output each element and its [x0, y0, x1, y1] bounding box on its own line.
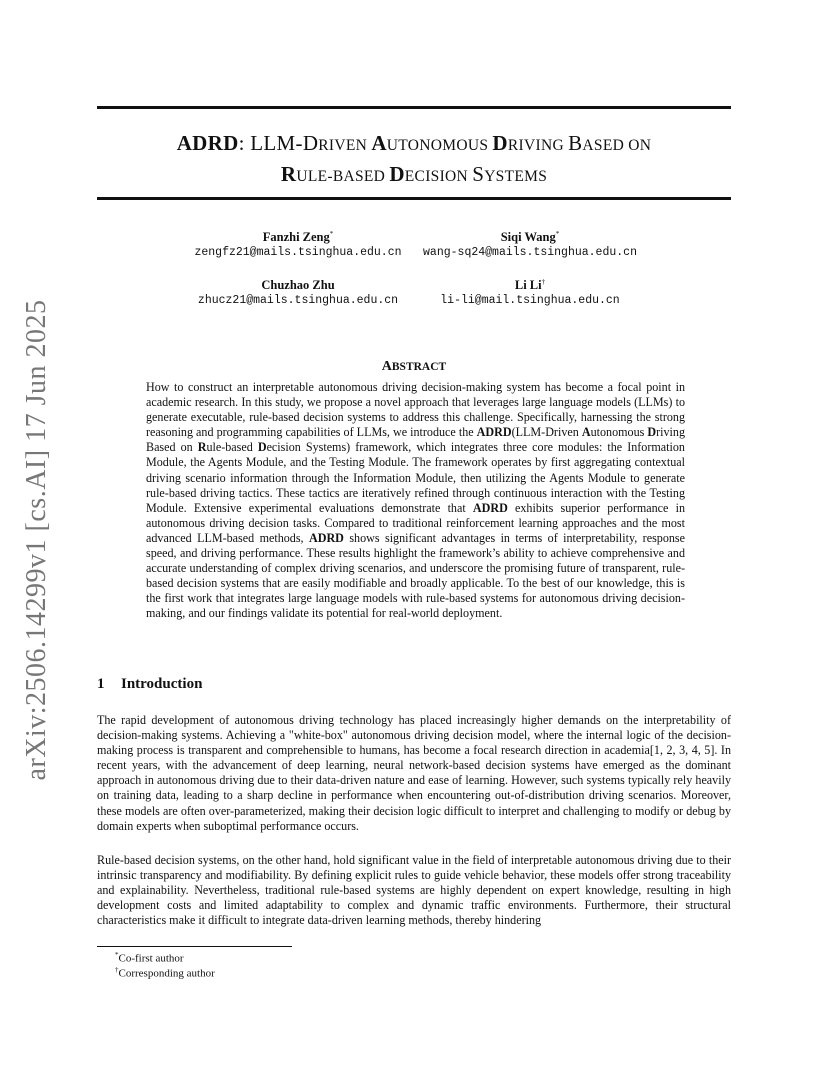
- section-number: 1: [97, 676, 105, 692]
- author-4: Li Li† li-li@mail.tsinghua.edu.cn: [400, 274, 660, 309]
- author-name: Siqi Wang: [500, 230, 556, 245]
- author-name: Li Li: [514, 278, 542, 293]
- title-line-2: RULE-BASED DECISION SYSTEMS: [280, 162, 548, 186]
- title-bottom-rule: [97, 197, 731, 200]
- paper-title: [97, 129, 731, 191]
- author-email[interactable]: wang-sq24@mails.tsinghua.edu.cn: [423, 246, 637, 260]
- intro-paragraph-2: Rule-based decision systems, on the other hand, hold significant value in the field of interpretable autonomous driving due to their intrinsic transparency and modifiability. By defining explicit rules to guide vehicle behavior, these models offer strong traceability and explainability. Nevertheless, traditional rule-based systems are highly dependent on expert knowledge, resulting in high development costs and limited adaptability to complex and dynamic traffic environments. Furthermore, their structural characteristics make it difficult to integrate data-driven learning methods, thereby hindering: [97, 853, 731, 928]
- footnote-corresponding: †Corresponding author: [115, 966, 215, 980]
- title-line-1: ADRD: LLM-DRIVEN AUTONOMOUS DRIVING BASED ON: [176, 131, 652, 155]
- intro-paragraph-1: The rapid development of autonomous driving technology has placed increasingly higher demands on the interpretability of decision-making systems. Achieving a "white-box" autonomous driving decision model, where the internal logic of the decision-making process is transparent and comprehensible to humans, has become a focal research direction in academia[1, 2, 3, 4, 5]. In recent years, with the advancement of deep learning, neural network-based decision systems have emerged as the dominant approach in autonomous driving due to their data-driven nature and ease of learning. However, such systems typically rely heavily on training data, leading to a sharp decline in performance when encountering out-of-distribution driving scenarios. Moreover, these models are often over-parameterized, making their decision logic difficult to interpret and challenging to modify or debug by domain experts when suboptimal performance occurs.: [97, 713, 731, 833]
- author-2: Siqi Wang* wang-sq24@mails.tsinghua.edu.cn: [400, 226, 660, 261]
- author-email[interactable]: li-li@mail.tsinghua.edu.cn: [440, 294, 620, 308]
- author-3: [168, 274, 428, 309]
- footnote-co-first: *Co-first author: [115, 951, 184, 965]
- section-heading-introduction: [97, 676, 202, 693]
- author-email[interactable]: zengfz21@mails.tsinghua.edu.cn: [194, 246, 402, 260]
- arxiv-identifier: arXiv:2506.14299v1 [cs.AI] 17 Jun 2025: [21, 299, 52, 781]
- author-name: Chuzhao Zhu: [261, 278, 335, 293]
- author-name: Fanzhi Zeng: [262, 230, 330, 245]
- author-1: Fanzhi Zeng* zengfz21@mails.tsinghua.edu.cn: [168, 226, 428, 261]
- author-email[interactable]: zhucz21@mails.tsinghua.edu.cn: [197, 294, 399, 308]
- title-adrd: ADRD: [176, 131, 239, 155]
- abstract-text: How to construct an interpretable autonomous driving decision-making system has become a focal point in academic research. In this study, we propose a novel approach that leverages large language models (LLMs) to generate executable, rule-based decision systems to address this challenge. Specifically, harnessing the strong reasoning and programming capabilities of LLMs, we introduce the ADRD(LLM-Driven Autonomous Driving Based on Rule-based Decision Systems) framework, which integrates three core modules: the Information Module, the Agents Module, and the Testing Module. The framework operates by first aggregating contextual driving scenario information through the Information Module, then utilizing the Agents Module to generate rule-based driving tactics. These tactics are iteratively refined through continuous interaction with the Testing Module. Extensive experimental evaluations demonstrate that ADRD exhibits superior performance in autonomous driving decision tasks. Compared to traditional reinforcement learning approaches and the most advanced LLM-based methods, ADRD shows significant advantages in terms of interpretability, response speed, and driving performance. These results highlight the framework’s ability to achieve comprehensive and accurate understanding of complex driving scenarios, and underscore the promising future of transparent, rule-based decision systems that are easily modifiable and broadly applicable. To the best of our knowledge, this is the first work that integrates large language models with rule-based systems for autonomous driving decision-making, and our findings validate its potential for real-world deployment.: [146, 380, 685, 621]
- abstract-heading: ABSTRACT: [381, 359, 447, 374]
- title-top-rule: [97, 106, 731, 109]
- section-title: Introduction: [121, 676, 203, 692]
- footnote-rule: [97, 946, 292, 947]
